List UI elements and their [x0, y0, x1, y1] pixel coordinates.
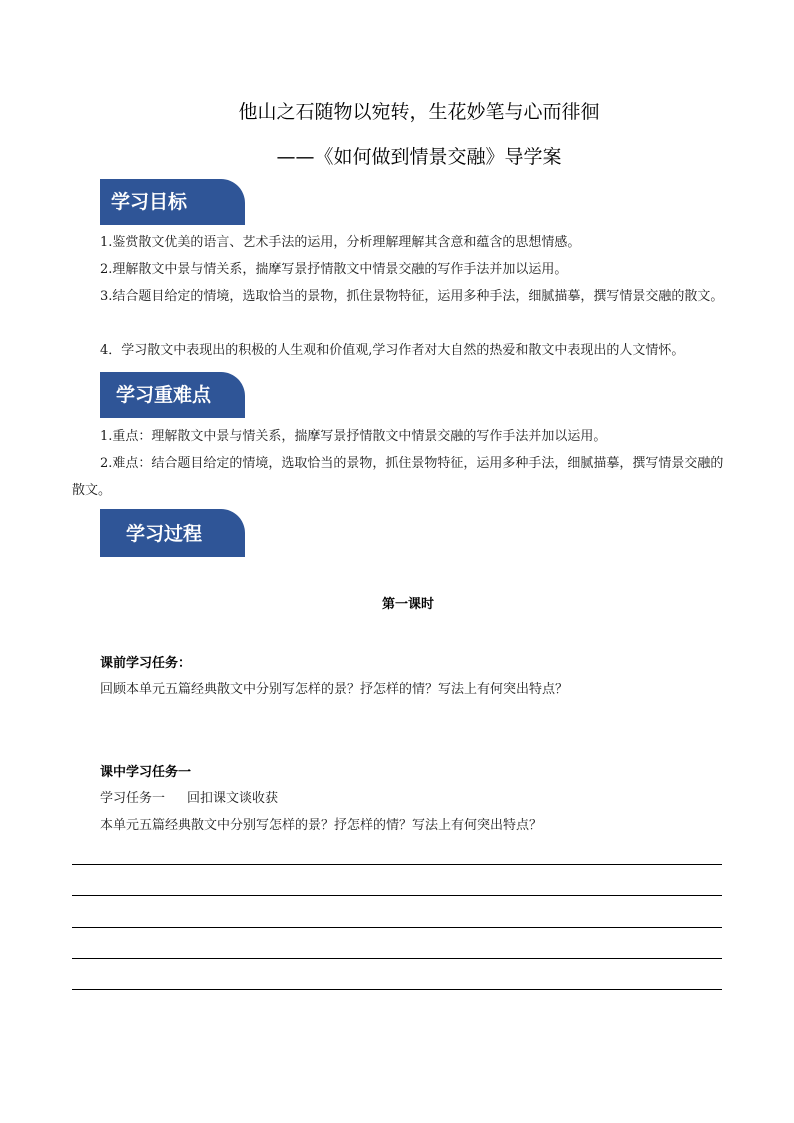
key-point-item: 1.重点：理解散文中景与情关系，揣摩写景抒情散文中情景交融的写作手法并加以运用。 — [100, 429, 607, 444]
answer-line[interactable] — [72, 927, 722, 928]
page-title: 他山之石随物以宛转，生花妙笔与心而徘徊 — [238, 101, 600, 123]
in-class-task-line — [100, 787, 278, 806]
task-label: 学习任务一 — [100, 791, 166, 806]
lesson-title: 第一课时 — [381, 597, 434, 612]
goal-item: 1.鉴赏散文优美的语言、艺术手法的运用，分析理解理解其含意和蕴含的思想情感。 — [100, 235, 581, 250]
in-class-task-heading: 课中学习任务一 — [100, 765, 192, 780]
key-point-item: 2.难点：结合题目给定的情境，选取恰当的景物，抓住景物特征，运用多种手法，细腻描摹，撰写情景交融的散文。 — [72, 456, 724, 498]
section-banner-key-points — [100, 372, 245, 418]
goal-item: 3.结合题目给定的情境，选取恰当的景物，抓住景物特征，运用多种手法，细腻描摹，撰写情景交融的散文。 — [100, 289, 724, 304]
section-heading-key-points: 学习重难点 — [116, 384, 212, 406]
in-class-task-text: 本单元五篇经典散文中分别写怎样的景？抒怎样的情？写法上有何突出特点？ — [100, 818, 543, 833]
answer-line[interactable] — [72, 864, 722, 865]
answer-line[interactable] — [72, 989, 722, 990]
page-subtitle: ——《如何做到情景交融》导学案 — [276, 146, 562, 168]
section-heading-process: 学习过程 — [126, 523, 203, 545]
pre-class-task-heading: 课前学习任务： — [100, 656, 192, 671]
section-banner-goals — [100, 179, 245, 225]
goal-item: 2.理解散文中景与情关系，揣摩写景抒情散文中情景交融的写作手法并加以运用。 — [100, 262, 568, 277]
section-banner-process — [100, 509, 245, 557]
goal-item: 4．学习散文中表现出的积极的人生观和价值观,学习作者对大自然的热爱和散文中表现出的人文情怀。 — [100, 343, 685, 358]
task-title: 回扣课文谈收获 — [187, 791, 279, 806]
pre-class-task-text: 回顾本单元五篇经典散文中分别写怎样的景？抒怎样的情？写法上有何突出特点？ — [100, 682, 569, 697]
answer-line[interactable] — [72, 958, 722, 959]
section-heading-goals: 学习目标 — [111, 191, 188, 213]
answer-line[interactable] — [72, 895, 722, 896]
